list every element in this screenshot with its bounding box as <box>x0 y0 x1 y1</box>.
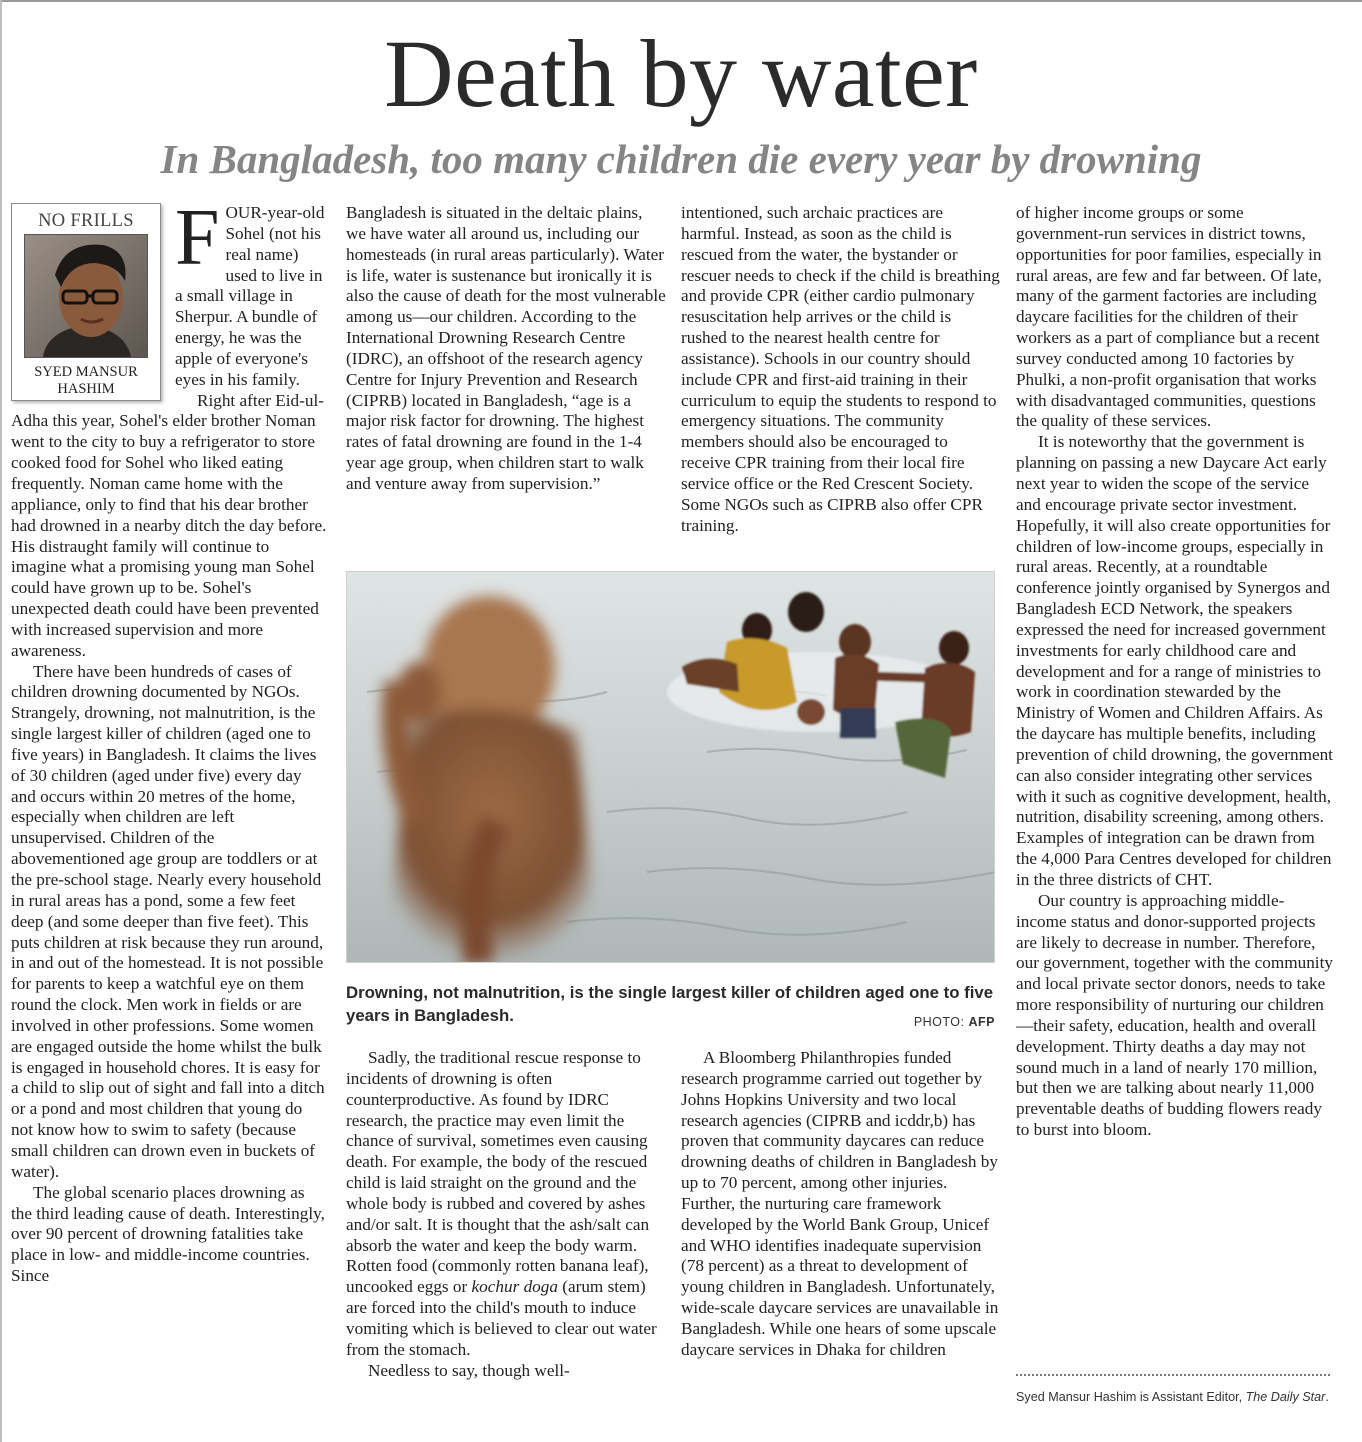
column-label: NO FRILLS <box>38 211 134 231</box>
paragraph: intentioned, such archaic practices are harmful. Instead, as soon as the child is rescued from the water, the bystander or rescuer needs to check if the child is breathing and provide CPR (either cardio pulmonary resuscitation help arrives or the child is rushed to the nearest health centre for assistance). Schools in our country should include CPR and first-aid training in their curriculum to equip the students to respond to emergency situations. The community members should also be encouraged to receive CPR training from their local fire service office or the Red Crescent Society. Some NGOs such as CIPRB also offer CPR training. <box>681 203 1000 535</box>
italic-term: kochur doga <box>471 1277 558 1297</box>
article-column-1 <box>11 203 327 1433</box>
author-portrait-icon <box>24 234 148 358</box>
paragraph: The global scenario places drowning as the third leading cause of death. Interestingly, over 90 percent of drowning fatalities take place in low- and middle-income countries. Since <box>11 1182 325 1286</box>
footnote-end: . <box>1325 1390 1329 1404</box>
paragraph <box>346 1048 666 1361</box>
dropcap-letter: F <box>175 203 220 282</box>
headline: Death by water <box>384 20 978 127</box>
article-column-3-bottom <box>681 1048 1001 1434</box>
credit-source: AFP <box>968 1015 995 1029</box>
top-border <box>0 0 1362 2</box>
article-column-2-top <box>346 203 666 565</box>
paragraph: A Bloomberg Philanthropies funded research programme carried out together by Johns Hopkins University and two local research agencies (CIPRB and icddr,b) has proven that community daycares can reduce drowning deaths of children in Bangladesh by up to 70 percent, among other injuries. Further, the nurturing care framework developed by the World Bank Group, Unicef and WHO identifies inadequate supervision (78 percent) as a threat to development of young children in Bangladesh. Unfortunately, wide-scale daycare services are unavailable in Bangladesh. While one hears of some upscale daycare services in Dhaka for children <box>681 1048 999 1359</box>
author-box <box>11 203 161 401</box>
photo-credit <box>914 1015 995 1029</box>
footnote-divider <box>1016 1374 1330 1376</box>
credit-label: PHOTO: <box>913 1015 965 1029</box>
footnote-text: Syed Mansur Hashim is Assistant Editor, <box>1016 1390 1243 1404</box>
paragraph: Our country is approaching middle-income status and donor-supported projects are likely to decrease in number. Therefore, our government, together with the community and local private sector donors, needs to take more responsibility of nurturing our children—their safety, education, health and overall development. Thirty deaths a day may not sound much in a land of nearly 170 million, but then we are talking about nearly 11,000 preventable deaths of budding flowers ready to burst into bloom. <box>1016 890 1333 1140</box>
article-column-3-top <box>681 203 1001 565</box>
left-border <box>0 0 2 1442</box>
article-column-2-bottom <box>346 1048 666 1434</box>
paragraph: It is noteworthy that the government is planning on passing a new Daycare Act early next year to widen the scope of the service and encourage private sector investment. Hopefully, it will also create opportunities for children of low-income groups, especially in rural areas. Recently, at a roundtable conference jointly organised by Synergos and Bangladesh ECD Network, the speakers expressed the need for increased government investments for early childhood care and development and for a range of ministries to work in coordination stewarded by the Ministry of Women and Children Affairs. As the daycare has multiple benefits, including prevention of child drowning, the government can also consider integrating other services with it such as cognitive development, health, nutrition, disability screening, among others. Examples of integration can be drawn from the 4,000 Para Centres developed for children in the three districts of CHT. <box>1016 432 1333 889</box>
paragraph-text: (arum stem) are forced into the child's mouth to induce vomiting which is believed to clear out water from the stomach. <box>346 1277 657 1359</box>
author-name: SYED MANSUR HASHIM <box>34 364 138 397</box>
article-column-4 <box>1016 203 1334 1367</box>
paragraph: Needless to say, though well- <box>368 1360 570 1380</box>
paragraph: Right after Eid-ul-Adha this year, Sohel's elder brother Noman went to the city to buy a refrigerator to store cooked food for Sohel who liked eating frequently. Noman came home with the appliance, only to find that his dear brother had drowned in a nearby ditch the day before. His distraught family will continue to imagine what a promising young man Sohel could have grown up to be. Sohel's unexpected death could have been prevented with increased supervision and more awareness. <box>11 390 327 660</box>
publication-name: The Daily Star <box>1245 1390 1326 1404</box>
subheadline: In Bangladesh, too many children die every year by drowning <box>160 136 1202 182</box>
paragraph: Bangladesh is situated in the deltaic plains, we have water all around us, including our homesteads (in rural areas particularly). Water is life, water is sustenance but ironically it is also the cause of death for the most vulnerable among us—our children. According to the International Drowning Research Centre (IDRC), an offshoot of the research agency Centre for Injury Prevention and Research (CIPRB) located in Bangladesh, “age is a major risk factor for drowning. The highest rates of fatal drowning are found in the 1-4 year age group, when children start to walk and venture away from supervision.” <box>346 203 666 493</box>
paragraph: of higher income groups or some government-run services in district towns, opportunities for poor families, especially in rural areas, are few and far between. Of late, many of the garment factories are including daycare facilities for the children of their workers as a part of compliance but a recent survey conducted among 10 factories by Phulki, a non-profit organisation that works with disadvantaged communities, questions the quality of these services. <box>1016 203 1322 431</box>
author-footnote <box>1016 1389 1332 1405</box>
photo-caption: Drowning, not malnutrition, is the single largest killer of children aged one to five years in Bangladesh. <box>346 983 994 1025</box>
paragraph: OUR-year-old Sohel (not his real name) used to live in a small village in Sherpur. A bundle of energy, he was the apple of everyone's eyes in his family. <box>175 203 325 389</box>
paragraph-text: Sadly, the traditional rescue response to incidents of drowning is often counterproductive. As found by IDRC research, the practice may even limit the chance of survival, sometimes even causing death. For example, the body of the rescued child is laid straight on the ground and the whole body is rubbed and covered by ashes and/or salt. It is thought that the ash/salt can absorb the water and keep the body warm. Rotten food (commonly rotten banana leaf), uncooked eggs or <box>346 1048 650 1297</box>
children-in-water-photo <box>346 571 995 963</box>
paragraph: There have been hundreds of cases of children drowning documented by NGOs. Strangely, drowning, not malnutrition, is the single largest killer of children (aged one to five years) in Bangladesh. It claims the lives of 30 children (aged under five) every day and occurs within 20 metres of the home, especially when children are left unsupervised. Children of the abovementioned age group are toddlers or at the pre-school stage. Nearly every household in rural areas has a pond, some a few feet deep (and some deeper than five feet). This puts children at risk because they run around, in and out of the homestead. It is not possible for parents to keep a watchful eye on them round the clock. Men work in fields or are involved in other professions. Some women are engaged outside the home whilst the bulk is engaged in household chores. It is easy for a child to slip out of sight and fall into a ditch or a pond and most children that young do not know how to swim to safety (because small children can drown even in buckets of water). <box>11 661 325 1181</box>
